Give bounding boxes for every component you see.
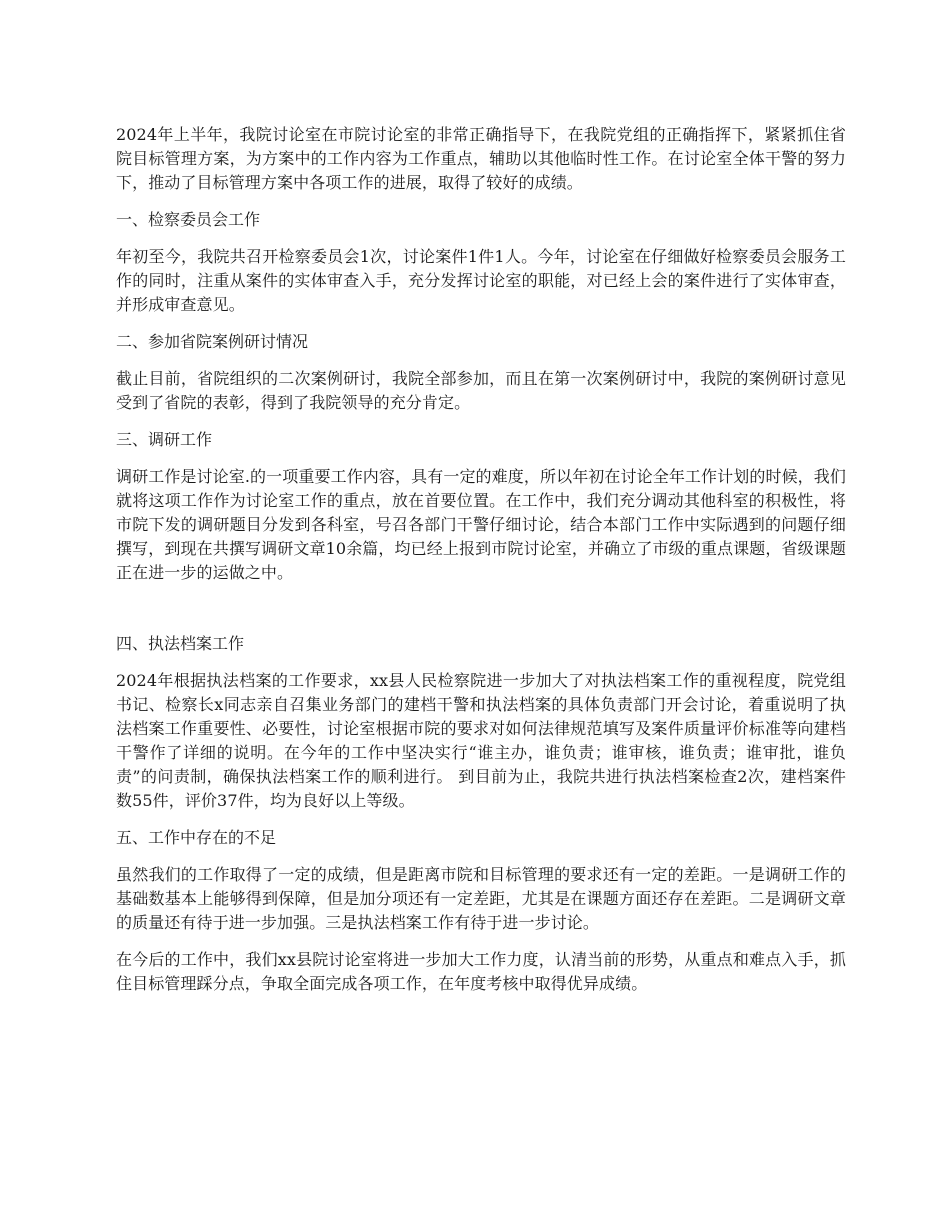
section-heading-research-work: 三、调研工作 [116, 430, 213, 449]
section-heading-procuratorial-committee: 一、检察委员会工作 [116, 210, 261, 229]
section-heading-case-seminar: 二、参加省院案例研讨情况 [116, 332, 309, 351]
section-paragraph: 调研工作是讨论室.的一项重要工作内容，具有一定的难度，所以年初在讨论全年工作计划的时候，我们就将这项工作作为讨论室工作的重点，放在首要位置。在工作中，我们充分调动其他科室的积极性，将市院下发的调研题目分发到各科室，号召各部门干警仔细讨论，结合本部门工作中实际遇到的问题仔细撰写，到现在共撰写调研文章10余篇，均已经上报到市院讨论室，并确立了市级的重点课题，省级课题正在进一步的运做之中。 [116, 467, 846, 582]
section-heading-shortcomings: 五、工作中存在的不足 [116, 828, 277, 847]
section-paragraph: 年初至今，我院共召开检察委员会1次，讨论案件1件1人。今年，讨论室在仔细做好检察委员会服务工作的同时，注重从案件的实体审查入手，充分发挥讨论室的职能，对已经上会的案件进行了实体审查，并形成审查意见。 [116, 247, 846, 314]
section-heading-law-enforcement-archives: 四、执法档案工作 [116, 634, 245, 653]
intro-paragraph: 2024年上半年，我院讨论室在市院讨论室的非常正确指导下，在我院党组的正确指挥下，紧紧抓住省院目标管理方案，为方案中的工作内容为工作重点，辅助以其他临时性工作。在讨论室全体干警的努力下，推动了目标管理方案中各项工作的进展，取得了较好的成绩。 [116, 125, 846, 192]
section-paragraph: 截止目前，省院组织的二次案例研讨，我院全部参加，而且在第一次案例研讨中，我院的案例研讨意见受到了省院的表彰，得到了我院领导的充分肯定。 [116, 369, 846, 412]
section-paragraph: 虽然我们的工作取得了一定的成绩，但是距离市院和目标管理的要求还有一定的差距。一是调研工作的基础数基本上能够得到保障，但是加分项还有一定差距，尤其是在课题方面还存在差距。二是调研文章的质量还有待于进一步加强。三是执法档案工作有待于进一步讨论。 [116, 865, 846, 932]
document-body [116, 123, 846, 1009]
section-paragraph: 2024年根据执法档案的工作要求，xx县人民检察院进一步加大了对执法档案工作的重视程度，院党组书记、检察长x同志亲自召集业务部门的建档干警和执法档案的具体负责部门开会讨论，着重说明了执法档案工作重要性、必要性，讨论室根据市院的要求对如何法律规范填写及案件质量评价标准等向建档干警作了详细的说明。在今年的工作中坚决实行“谁主办，谁负责；谁审核，谁负责；谁审批，谁负责”的问责制，确保执法档案工作的顺利进行。 到目前为止，我院共进行执法档案检查2次，建档案件数55件，评价37件，均为良好以上等级。 [116, 671, 846, 810]
blank-spacing [116, 598, 846, 632]
closing-paragraph: 在今后的工作中，我们xx县院讨论室将进一步加大工作力度，认清当前的形势，从重点和难点入手，抓住目标管理踩分点，争取全面完成各项工作，在年度考核中取得优异成绩。 [116, 950, 846, 993]
